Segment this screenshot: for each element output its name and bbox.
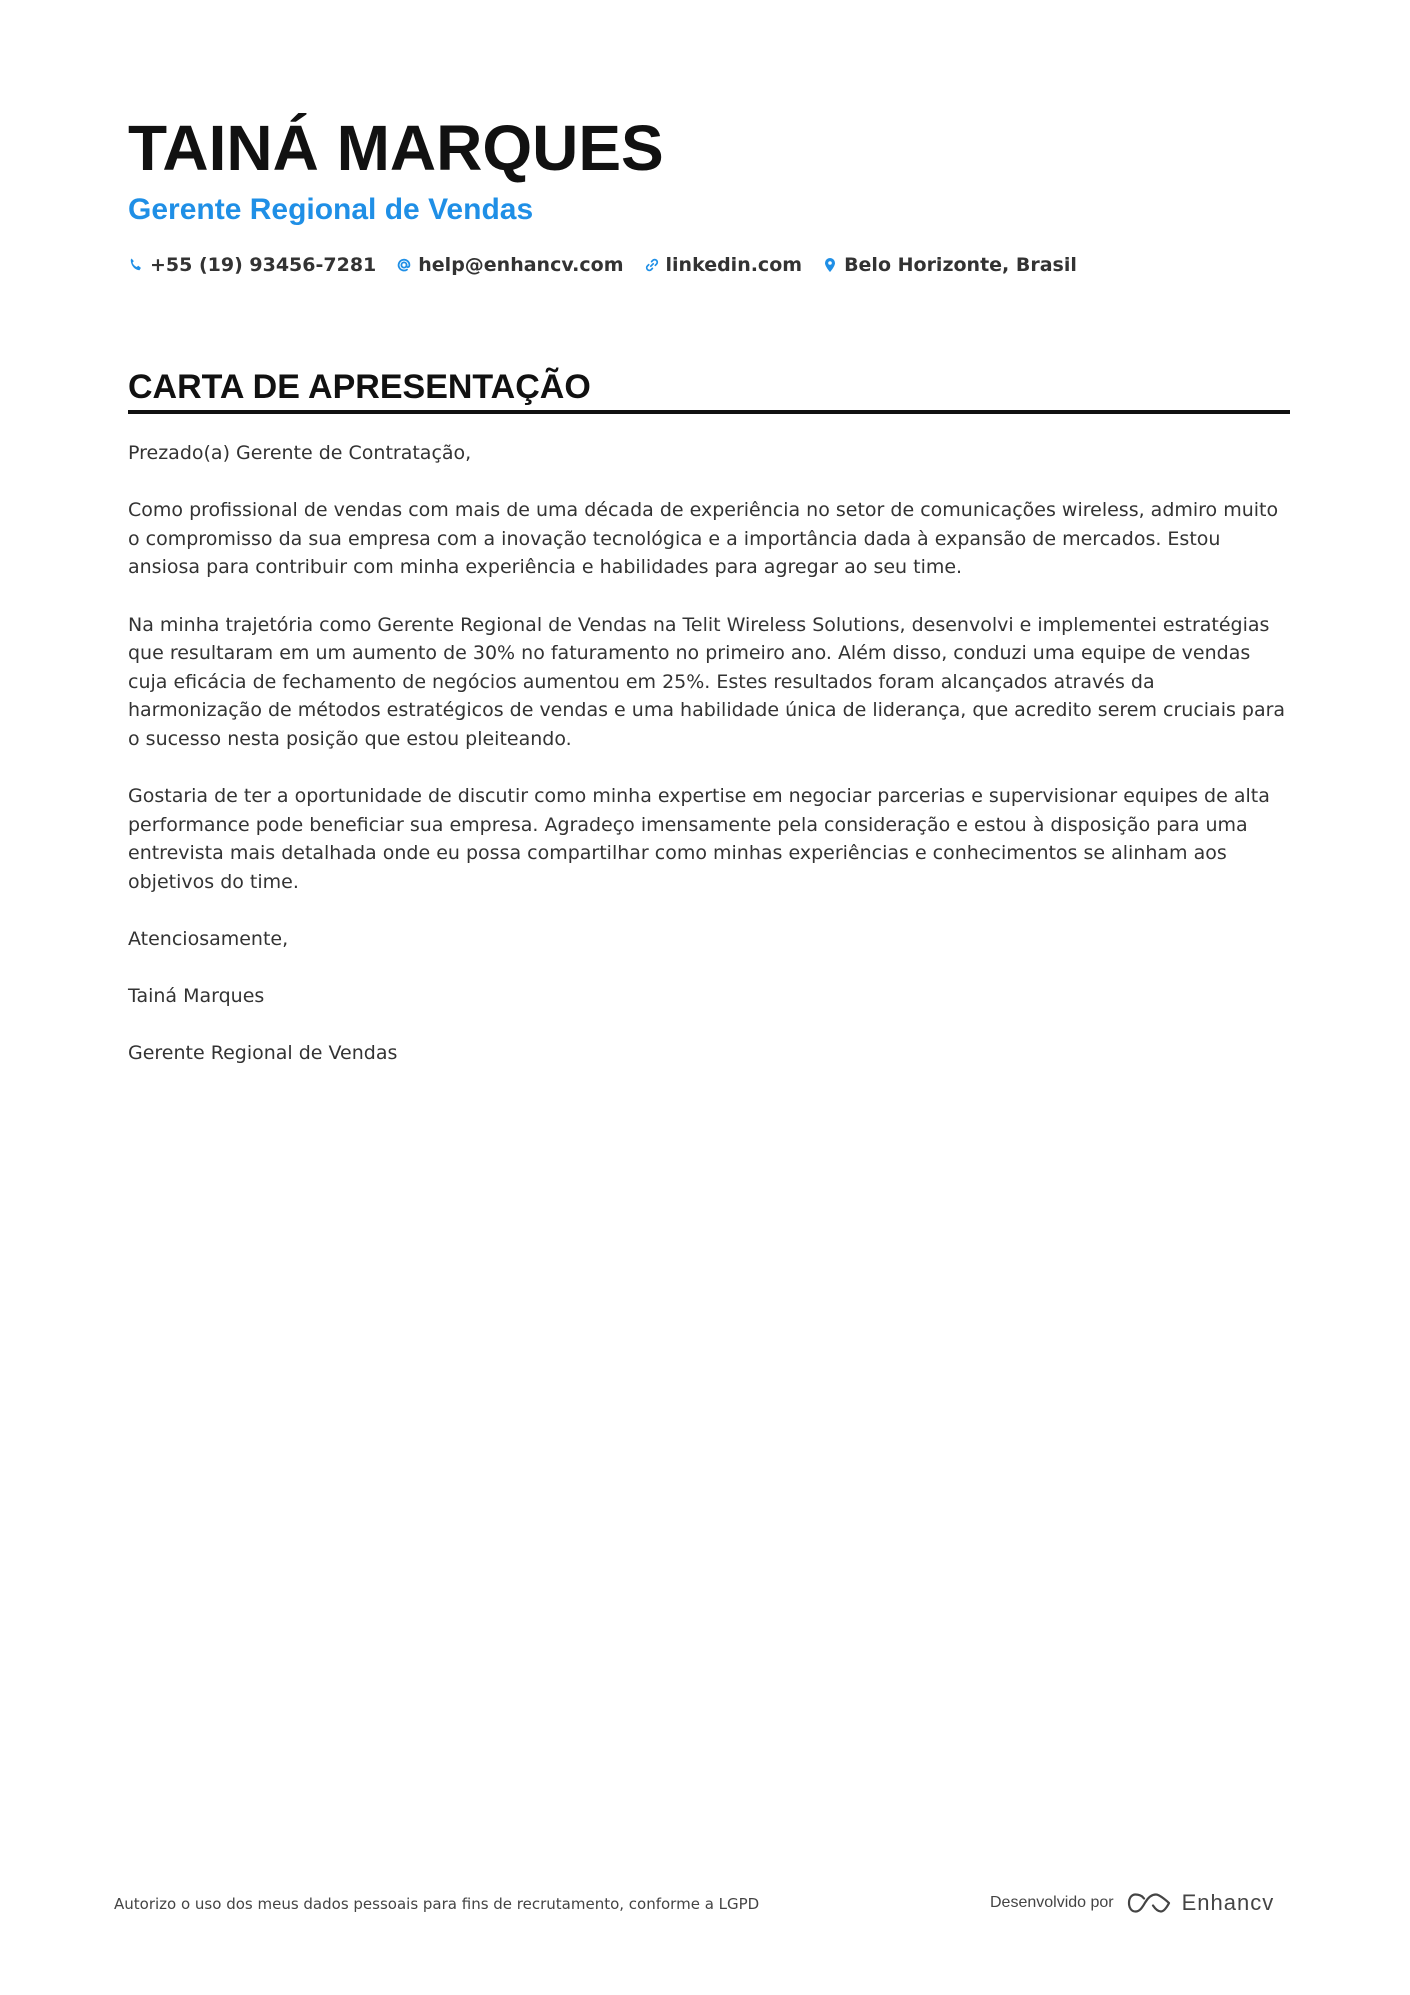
letter-body <box>128 439 1290 1097</box>
contact-bar <box>128 250 1290 280</box>
letter-closing: Atenciosamente, <box>128 928 289 951</box>
lgpd-consent-note: Autorizo o uso dos meus dados pessoais para fins de recrutamento, conforme a LGPD <box>114 1895 760 1913</box>
signature-name: Tainá Marques <box>128 985 265 1008</box>
contact-location-text: Belo Horizonte, Brasil <box>844 254 1077 276</box>
signature-role: Gerente Regional de Vendas <box>128 1042 398 1065</box>
contact-email-text: help@enhancv.com <box>418 254 624 276</box>
powered-by-label: Desenvolvido por <box>990 1894 1114 1911</box>
contact-linkedin[interactable] <box>644 254 803 276</box>
candidate-name: TAINÁ MARQUES <box>128 112 664 184</box>
location-pin-icon <box>822 257 838 273</box>
letter-paragraph-2: Na minha trajetória como Gerente Regional de Vendas na Telit Wireless Solutions, desenvolvi e implementei estratégias que resultaram em um aumento de 30% no faturamento no primeiro ano. Além disso, conduzi uma equipe de vendas cuja eficácia de fechamento de negócios aumentou em 25%. Estes resultados foram alcançados através da harmonização de métodos estratégicos de vendas e uma habilidade única de liderança, que acredito serem cruciais para o sucesso nesta posição que estou pleiteando. <box>128 613 1286 750</box>
letter-paragraph-1: Como profissional de vendas com mais de uma década de experiência no setor de comunicações wireless, admiro muito o compromisso da sua empresa com a inovação tecnológica e a importância dada à expansão de mercados. Estou ansiosa para contribuir com minha experiência e habilidades para agregar ao seu time. <box>128 499 1279 579</box>
letter-paragraph-3: Gostaria de ter a oportunidade de discutir como minha expertise em negociar parcerias e supervisionar equipes de alta performance pode beneficiar sua empresa. Agradeço imensamente pela consideração e estou à disposição para uma entrevista mais detalhada onde eu possa compartilhar como minhas experiências e conhecimentos se alinham aos objetivos do time. <box>128 785 1270 893</box>
cover-letter-page <box>128 112 1290 1065</box>
contact-phone <box>128 254 376 276</box>
at-icon <box>396 257 412 273</box>
section-title: CARTA DE APRESENTAÇÃO <box>128 368 591 406</box>
contact-email[interactable] <box>396 254 623 276</box>
enhancv-logo-icon <box>1126 1890 1172 1916</box>
contact-location <box>822 254 1077 276</box>
powered-by[interactable] <box>990 1888 1274 1918</box>
candidate-role: Gerente Regional de Vendas <box>128 193 534 226</box>
phone-icon <box>128 257 144 273</box>
section-divider <box>128 410 1290 414</box>
contact-phone-text: +55 (19) 93456-7281 <box>150 254 377 276</box>
link-icon <box>644 257 660 273</box>
contact-linkedin-text: linkedin.com <box>665 254 803 276</box>
enhancv-wordmark: Enhancv <box>1181 1890 1275 1915</box>
letter-greeting: Prezado(a) Gerente de Contratação, <box>128 442 472 464</box>
